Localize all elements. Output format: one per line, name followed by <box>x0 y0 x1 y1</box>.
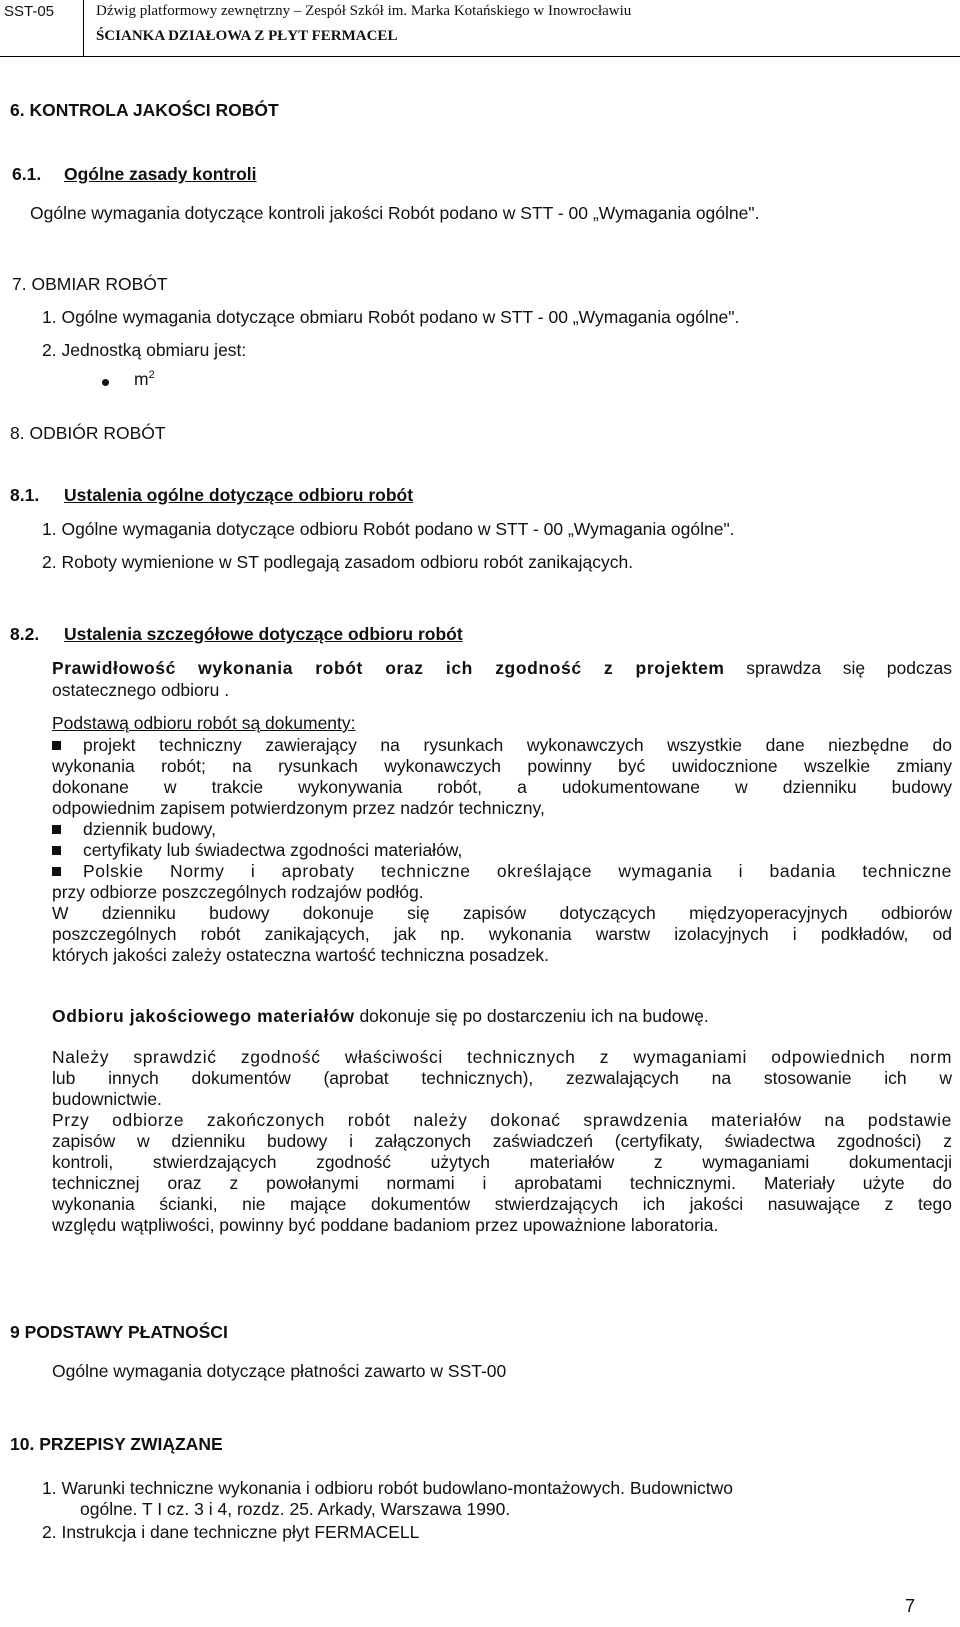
section-9-heading: 9 PODSTAWY PŁATNOŚCI <box>10 1322 228 1342</box>
section-10-heading: 10. PRZEPISY ZWIĄZANE <box>10 1434 223 1454</box>
check-paragraph-line-3: budownictwie. <box>52 1089 162 1109</box>
bullet-item-1-line-4: odpowiednim zapisem potwierdzonym przez nadzór techniczny, <box>52 798 545 818</box>
section-7-item-1: 1. Ogólne wymagania dotyczące obmiaru Robót podano w STT - 00 „Wymagania ogólne". <box>42 307 740 327</box>
header-divider <box>83 0 84 56</box>
documents-label: Podstawą odbioru robót są dokumenty: <box>52 713 356 733</box>
bullet-item-4: Polskie Normy i aprobaty techniczne określające wymagania i badania techniczne <box>52 861 952 882</box>
final-inspection-line-6: względu wątpliwości, powinny być poddane badaniom przez upoważnione laboratoria. <box>52 1215 719 1235</box>
square-bullet-icon <box>52 825 61 834</box>
bullet-item-1-line-2: wykonania robót; na rysunkach wykonawczych powinny być uwidocznione wszelkie zmiany <box>52 756 952 776</box>
spec-code: SST-05 <box>4 3 55 20</box>
square-bullet-icon <box>52 741 61 750</box>
section-8-1-number: 8.1. <box>10 485 40 505</box>
final-inspection-line-4: technicznej oraz z powołanymi normami i aprobatami technicznymi. Materiały użyte do <box>52 1173 952 1193</box>
section-8-2-title: Ustalenia szczegółowe dotyczące odbioru robót <box>64 624 463 644</box>
header-title: Dźwig platformowy zewnętrzny – Zespół Szkół im. Marka Kotańskiego w Inowrocławiu <box>96 3 632 19</box>
section-6-1-text: Ogólne wymagania dotyczące kontroli jakości Robót podano w STT - 00 „Wymagania ogólne". <box>30 203 760 223</box>
section-6-heading: 6. KONTROLA JAKOŚCI ROBÓT <box>10 100 279 120</box>
reference-item-1: 1. Warunki techniczne wykonania i odbioru robót budowlano-montażowych. Budownictwo <box>42 1478 733 1498</box>
interoperational-paragraph: W dzienniku budowy dokonuje się zapisów dotyczących międzyoperacyjnych odbiorów <box>52 903 952 923</box>
reference-item-2: 2. Instrukcja i dane techniczne płyt FERMACELL <box>42 1522 420 1542</box>
interoperational-paragraph-line-2: poszczególnych robót zanikających, jak np. wykonania warstw izolacyjnych i podkładów, od <box>52 924 952 944</box>
final-inspection-line-3: kontroli, stwierdzających zgodność użytych materiałów z wymaganiami dokumentacji <box>52 1152 952 1172</box>
materials-quality-paragraph: Odbioru jakościowego materiałów dokonuje się po dostarczeniu ich na budowę. <box>52 1006 709 1026</box>
bullet-item-1-line-3: dokonane w trakcie wykonywania robót, a udokumentowane w dzienniku budowy <box>52 777 952 797</box>
quality-paragraph-end: ostatecznego odbioru . <box>52 680 230 700</box>
bullet-item-1: projekt techniczny zawierający na rysunkach wykonawczych wszystkie dane niezbędne do <box>52 735 952 756</box>
section-9-text: Ogólne wymagania dotyczące płatności zawarto w SST-00 <box>52 1361 507 1381</box>
unit-value: $m^2$ <box>134 369 155 389</box>
reference-item-1-line-2: ogólne. T I cz. 3 i 4, rozdz. 25. Arkady, Warszawa 1990. <box>80 1499 511 1519</box>
section-6-1-number: 6.1. <box>12 164 42 184</box>
header-rule <box>0 56 960 57</box>
section-7-heading: 7. OBMIAR ROBÓT <box>12 274 168 294</box>
check-paragraph-line-2: lub innych dokumentów (aprobat technicznych), zezwalających na stosowanie ich w <box>52 1068 952 1088</box>
section-8-1-title: Ustalenia ogólne dotyczące odbioru robót <box>64 485 414 505</box>
section-7-item-2: 2. Jednostką obmiaru jest: <box>42 340 247 360</box>
square-bullet-icon <box>52 846 61 855</box>
interoperational-paragraph-line-3: których jakości zależy ostateczna wartość techniczna posadzek. <box>52 945 550 965</box>
section-8-heading: 8. ODBIÓR ROBÓT <box>10 423 166 443</box>
square-bullet-icon <box>52 867 61 876</box>
bullet-item-3: certyfikaty lub świadectwa zgodności materiałów, <box>52 840 462 861</box>
section-8-1-item-2: 2. Roboty wymienione w ST podlegają zasadom odbioru robót zanikających. <box>42 552 634 572</box>
check-paragraph: Należy sprawdzić zgodność właściwości technicznych z wymaganiami odpowiednich norm <box>52 1047 952 1067</box>
final-inspection-line-2: zapisów w dzienniku budowy i załączonych zaświadczeń (certyfikaty, świadectwa zgodności) z <box>52 1131 952 1151</box>
section-8-2-number: 8.2. <box>10 624 40 644</box>
section-6-1-title: Ogólne zasady kontroli <box>64 164 257 184</box>
page-number: 7 <box>905 1596 916 1616</box>
bullet-item-4-line-2: przy odbiorze poszczególnych rodzajów podłóg. <box>52 882 424 902</box>
bullet-item-2: dziennik budowy, <box>52 819 216 840</box>
page-header <box>0 0 960 56</box>
quality-paragraph: Prawidłowość wykonania robót oraz ich zgodność z projektem sprawdza się podczas <box>52 658 952 678</box>
final-inspection-line-5: wykonania ścianki, nie mające dokumentów stwierdzających ich jakości nasuwające z tego <box>52 1194 952 1214</box>
header-subtitle: ŚCIANKA DZIAŁOWA Z PŁYT FERMACEL <box>96 28 398 44</box>
bullet-dot <box>102 379 109 386</box>
final-inspection-paragraph: Przy odbiorze zakończonych robót należy dokonać sprawdzenia materiałów na podstawie <box>52 1110 952 1130</box>
section-8-1-item-1: 1. Ogólne wymagania dotyczące odbioru Robót podano w STT - 00 „Wymagania ogólne". <box>42 519 735 539</box>
